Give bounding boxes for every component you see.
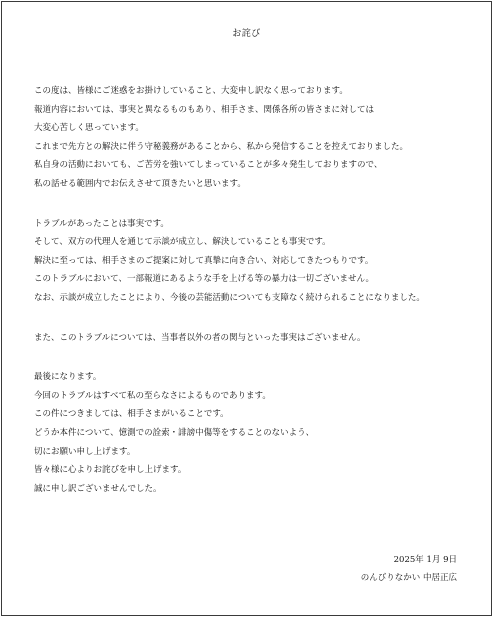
signature-block (361, 551, 457, 587)
text-line: これまで先方との解決に伴う守秘義務があることから、私から発信することを控えておりました。 (34, 141, 409, 152)
text-line: どうか本件について、憶測での詮索・誹謗中傷等をすることのないよう、 (34, 427, 315, 438)
text-line: 今回のトラブルはすべて私の至らなさによるものであります。 (34, 390, 271, 401)
text-line: 皆々様に心よりお詫びを申し上げます。 (34, 465, 187, 476)
text-line: 大変心苦しく思っています。 (34, 123, 144, 134)
paragraph-closing (34, 368, 474, 498)
text-line: 誠に申し訳ございませんでした。 (34, 483, 162, 494)
document-frame (1, 1, 492, 616)
document-body (34, 82, 474, 519)
text-line: このトラブルにおいて、一部報道にあるような手を上げる等の暴力は一切ございません。 (34, 274, 375, 285)
text-line: そして、双方の代理人を通じて示談が成立し、解決していることも事実です。 (34, 237, 331, 248)
text-line: なお、示談が成立したことにより、今後の芸能活動についても支障なく続けられることになりました。 (34, 292, 425, 303)
date: 2025年 1月 9日 (393, 555, 457, 565)
text-line: 私自身の活動においても、ご苦労を強いてしまっていることが多々発生しておりますので、 (34, 160, 383, 171)
text-line: 切にお願い申し上げます。 (34, 446, 136, 457)
text-line: 解決に至っては、相手さまのご提案に対して真摯に向き合い、対応してきたつもりです。 (34, 255, 374, 266)
text-line: トラブルがあったことは事実です。 (34, 218, 169, 229)
paragraph-intro (34, 82, 474, 194)
text-line: また、このトラブルについては、当事者以外の者の関与といった事実はございません。 (34, 332, 366, 343)
text-line: この件につきましては、相手さまがいることです。 (34, 409, 229, 420)
text-line: この度は、皆様にご迷惑をお掛けしていること、大変申し訳なく思っております。 (34, 86, 348, 96)
paragraph-trouble (34, 215, 474, 308)
text-line: 最後になります。 (34, 372, 102, 383)
document-title: お詫び (232, 29, 261, 39)
signature: のんびりなかい 中居正広 (360, 573, 457, 583)
text-line: 報道内容においては、事実と異なるものもあり、相手さま、関係各所の皆さまに対しては (34, 104, 375, 115)
text-line: 私の話せる範囲内でお伝えさせて頂きたいと思います。 (34, 178, 246, 189)
paragraph-involvement (34, 329, 474, 348)
